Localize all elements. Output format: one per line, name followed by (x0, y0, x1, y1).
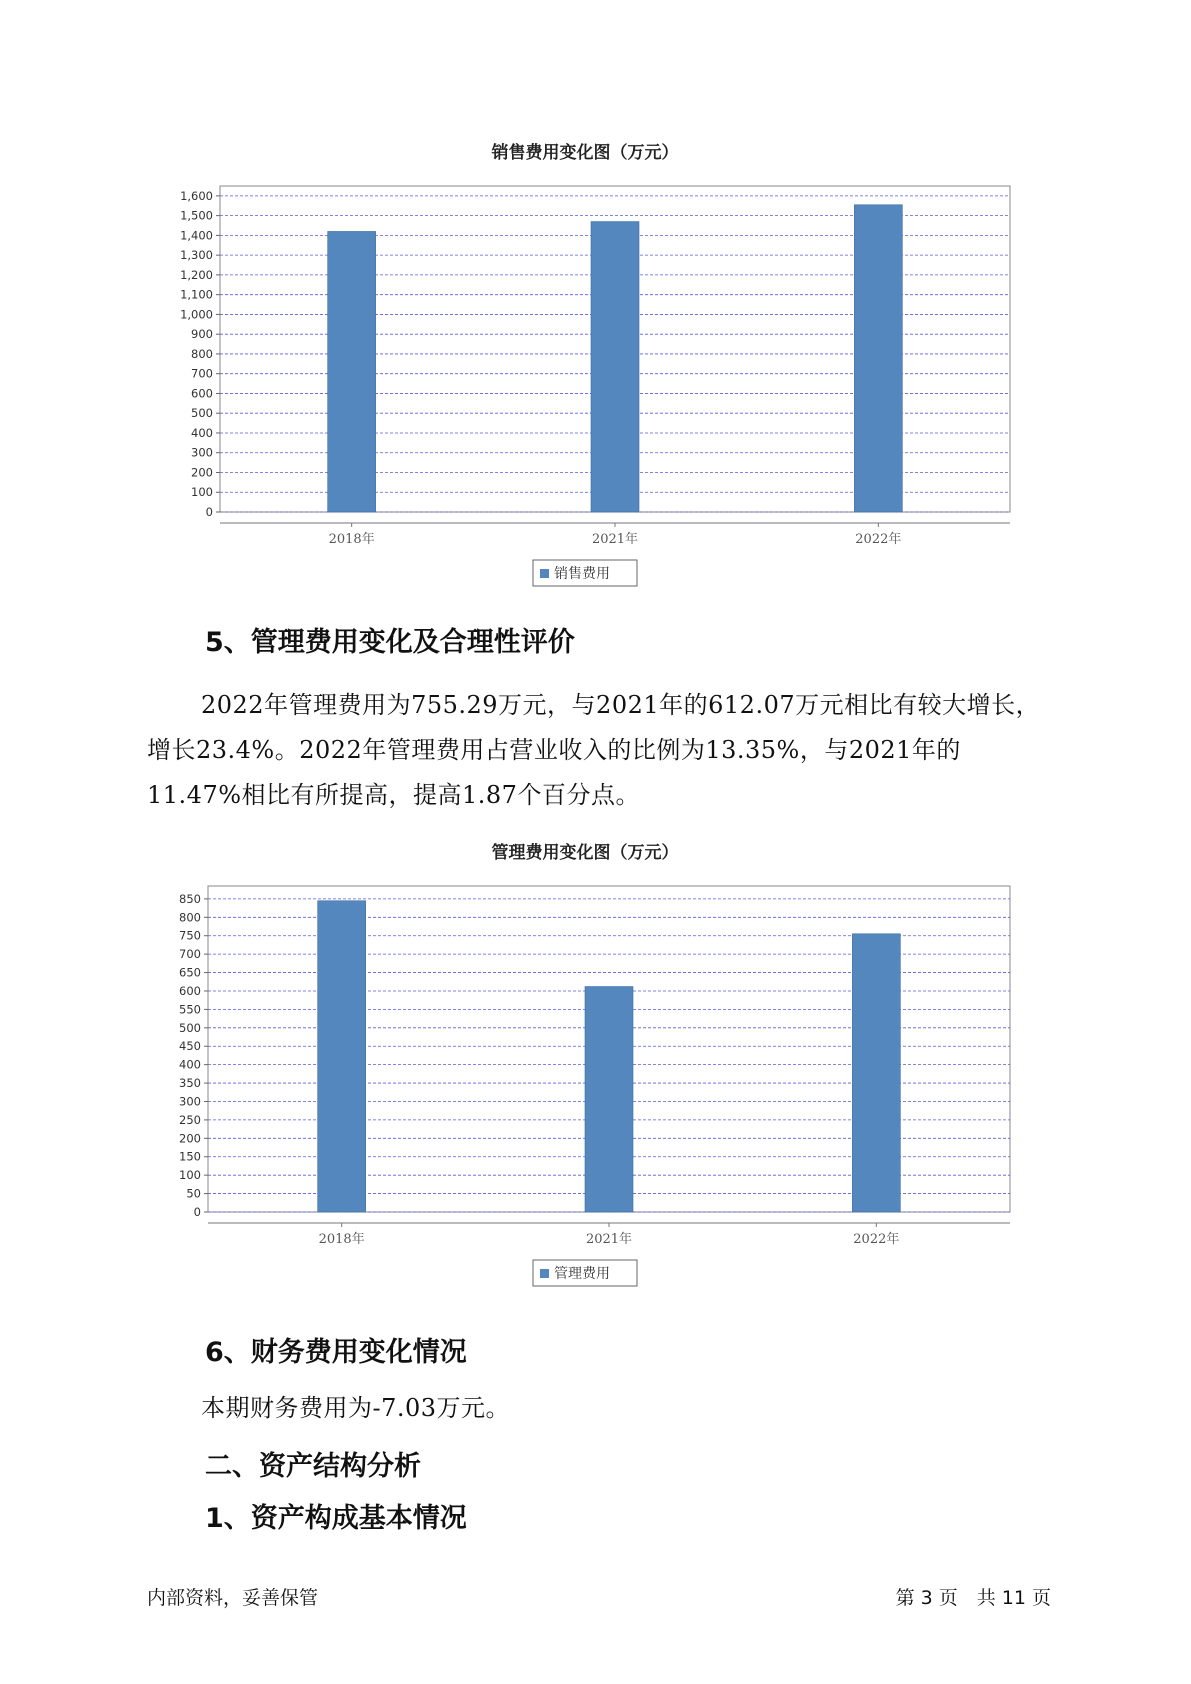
sales-y-tick-label: 400 (191, 425, 213, 440)
sales-y-tick-label: 0 (205, 505, 213, 519)
admin-expense-chart (140, 838, 1020, 1308)
sales-legend-label: 销售费用 (554, 566, 610, 582)
admin-y-tick-label: 0 (193, 1205, 201, 1219)
admin-expense-heading: 5、管理费用变化及合理性评价 (205, 627, 575, 658)
footer-confidential: 内部资料，妥善保管 (147, 1587, 319, 1609)
sales-y-tick-label: 200 (191, 465, 213, 480)
sales-y-tick-label: 1,400 (180, 228, 213, 243)
admin-legend-swatch (540, 1269, 549, 1278)
sales-chart-title: 销售费用变化图（万元） (491, 143, 679, 163)
admin-y-tick-label: 250 (179, 1112, 201, 1127)
sales-y-tick-label: 600 (191, 386, 213, 401)
admin-y-tick-label: 50 (186, 1186, 201, 1201)
asset-structure-heading: 二、资产结构分析 (205, 1451, 421, 1482)
admin-y-tick-label: 200 (179, 1131, 201, 1146)
admin-y-tick-label: 100 (179, 1168, 201, 1183)
sales-expense-chart (140, 130, 1020, 600)
admin-y-tick-label: 500 (179, 1020, 201, 1035)
sales-y-tick-label: 900 (191, 327, 213, 342)
admin-y-tick-label: 150 (179, 1149, 201, 1164)
sales-y-tick-label: 1,600 (180, 188, 213, 203)
admin-y-tick-label: 600 (179, 983, 201, 998)
sales-y-tick-label: 100 (191, 485, 213, 500)
admin-y-tick-label: 700 (179, 947, 201, 962)
admin-x-tick-label: 2022年 (853, 1232, 900, 1247)
sales-expense-chart-svg (140, 130, 1020, 600)
admin-chart-title: 管理费用变化图（万元） (491, 843, 679, 863)
sales-y-tick-label: 800 (191, 346, 213, 361)
admin-y-tick-label: 450 (179, 1039, 201, 1054)
sales-y-tick-label: 1,000 (180, 307, 213, 322)
sales-y-tick-label: 1,500 (180, 208, 213, 223)
footer-page-number: 第 3 页 共 11 页 (895, 1587, 1051, 1609)
finance-expense-paragraph: 本期财务费用为-7.03万元。 (201, 1394, 511, 1422)
sales-bar-2 (591, 222, 639, 512)
sales-y-tick-label: 700 (191, 366, 213, 381)
sales-y-tick-label: 1,100 (180, 287, 213, 302)
admin-x-tick-label: 2018年 (318, 1232, 365, 1247)
admin-y-tick-label: 750 (179, 928, 201, 943)
sales-bar-3 (854, 205, 902, 512)
admin-expense-paragraph: 2022年管理费用为755.29万元，与2021年的612.07万元相比有较大增长，增长23.4%。2022年管理费用占营业收入的比例为13.35%，与2021年的11.47%相比有所提高，提高1.87个百分点。 (147, 691, 1041, 809)
admin-expense-chart-svg (140, 838, 1020, 1308)
admin-bar-1 (318, 901, 366, 1212)
admin-y-tick-label: 300 (179, 1094, 201, 1109)
sales-legend-swatch (540, 569, 549, 578)
sales-y-tick-label: 1,300 (180, 248, 213, 263)
admin-x-tick-label: 2021年 (585, 1232, 633, 1247)
sales-bar-1 (328, 231, 376, 512)
sales-x-tick-label: 2022年 (855, 532, 902, 547)
asset-composition-heading: 1、资产构成基本情况 (205, 1503, 467, 1534)
sales-y-tick-label: 300 (191, 445, 213, 460)
admin-bar-2 (585, 987, 633, 1212)
finance-expense-heading: 6、财务费用变化情况 (205, 1337, 467, 1368)
admin-y-tick-label: 550 (179, 1002, 201, 1017)
admin-y-tick-label: 850 (179, 891, 201, 906)
sales-x-tick-label: 2021年 (591, 532, 639, 547)
sales-y-tick-label: 500 (191, 406, 213, 421)
admin-legend-label: 管理费用 (554, 1266, 610, 1282)
admin-y-tick-label: 800 (179, 910, 201, 925)
admin-y-tick-label: 650 (179, 965, 201, 980)
admin-bar-3 (852, 934, 900, 1212)
sales-x-tick-label: 2018年 (328, 532, 375, 547)
admin-y-tick-label: 350 (179, 1076, 201, 1091)
admin-y-tick-label: 400 (179, 1057, 201, 1072)
sales-y-tick-label: 1,200 (180, 267, 213, 282)
